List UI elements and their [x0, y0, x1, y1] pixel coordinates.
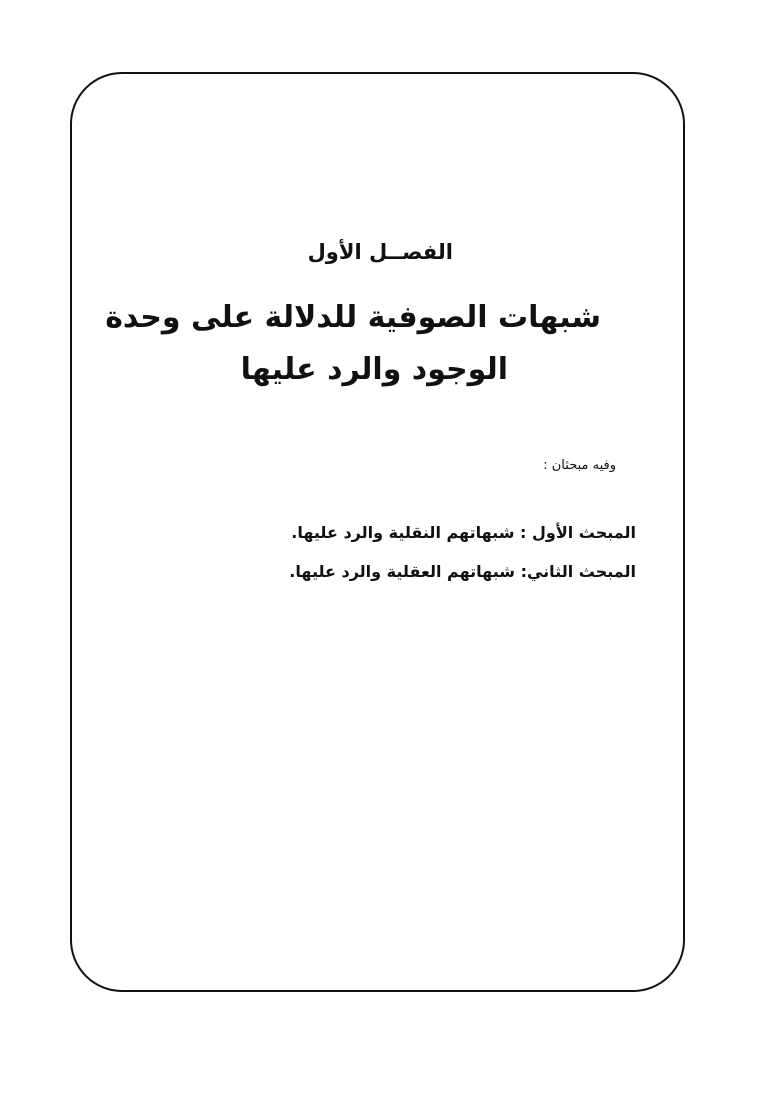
chapter-title-line-2: الوجود والرد عليها	[240, 352, 508, 387]
section-item-2: المبحث الثاني: شبهاتهم العقلية والرد عليها.	[289, 562, 636, 581]
chapter-heading: الفصــل الأول	[307, 240, 453, 264]
chapter-title-line-1: شبهات الصوفية للدلالة على وحدة	[105, 300, 601, 335]
section-item-1: المبحث الأول : شبهاتهم النقلية والرد عليها.	[291, 523, 636, 542]
sections-intro: وفيه مبحثان :	[543, 458, 616, 473]
